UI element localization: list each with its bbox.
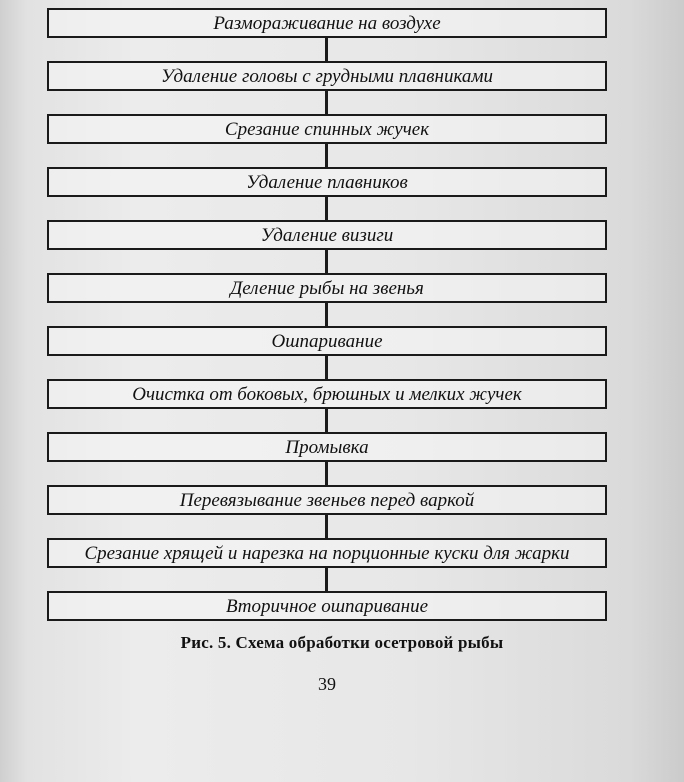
connector-line [47,144,607,167]
connector-line [47,38,607,61]
connector-line [47,197,607,220]
step-box-scalding: Ошпаривание [47,326,607,356]
connector-line [47,462,607,485]
connector-line [47,356,607,379]
page-number: 39 [318,674,336,694]
connector-line [47,250,607,273]
connector-line [47,91,607,114]
connector-line [47,515,607,538]
step-box-cutting-links: Деление рыбы на звенья [47,273,607,303]
process-flowchart [47,8,607,621]
connector-line [47,303,607,326]
figure-caption: Рис. 5. Схема обработки осетровой рыбы [180,633,504,652]
step-box-rinsing: Промывка [47,432,607,462]
step-box-head-removal: Удаление головы с грудными плавниками [47,61,607,91]
connector-line [47,568,607,591]
step-box-fin-removal: Удаление плавников [47,167,607,197]
step-box-second-scalding: Вторичное ошпаривание [47,591,607,621]
step-box-scute-cleaning: Очистка от боковых, брюшных и мелких жучек [47,379,607,409]
step-box-thawing: Размораживание на воздухе [47,8,607,38]
connector-line [47,409,607,432]
step-box-tying-links: Перевязывание звеньев перед варкой [47,485,607,515]
step-box-dorsal-scutes: Срезание спинных жучек [47,114,607,144]
step-box-viziga-removal: Удаление визиги [47,220,607,250]
step-box-cartilage-cutting: Срезание хрящей и нарезка на порционные куски для жарки [47,538,607,568]
